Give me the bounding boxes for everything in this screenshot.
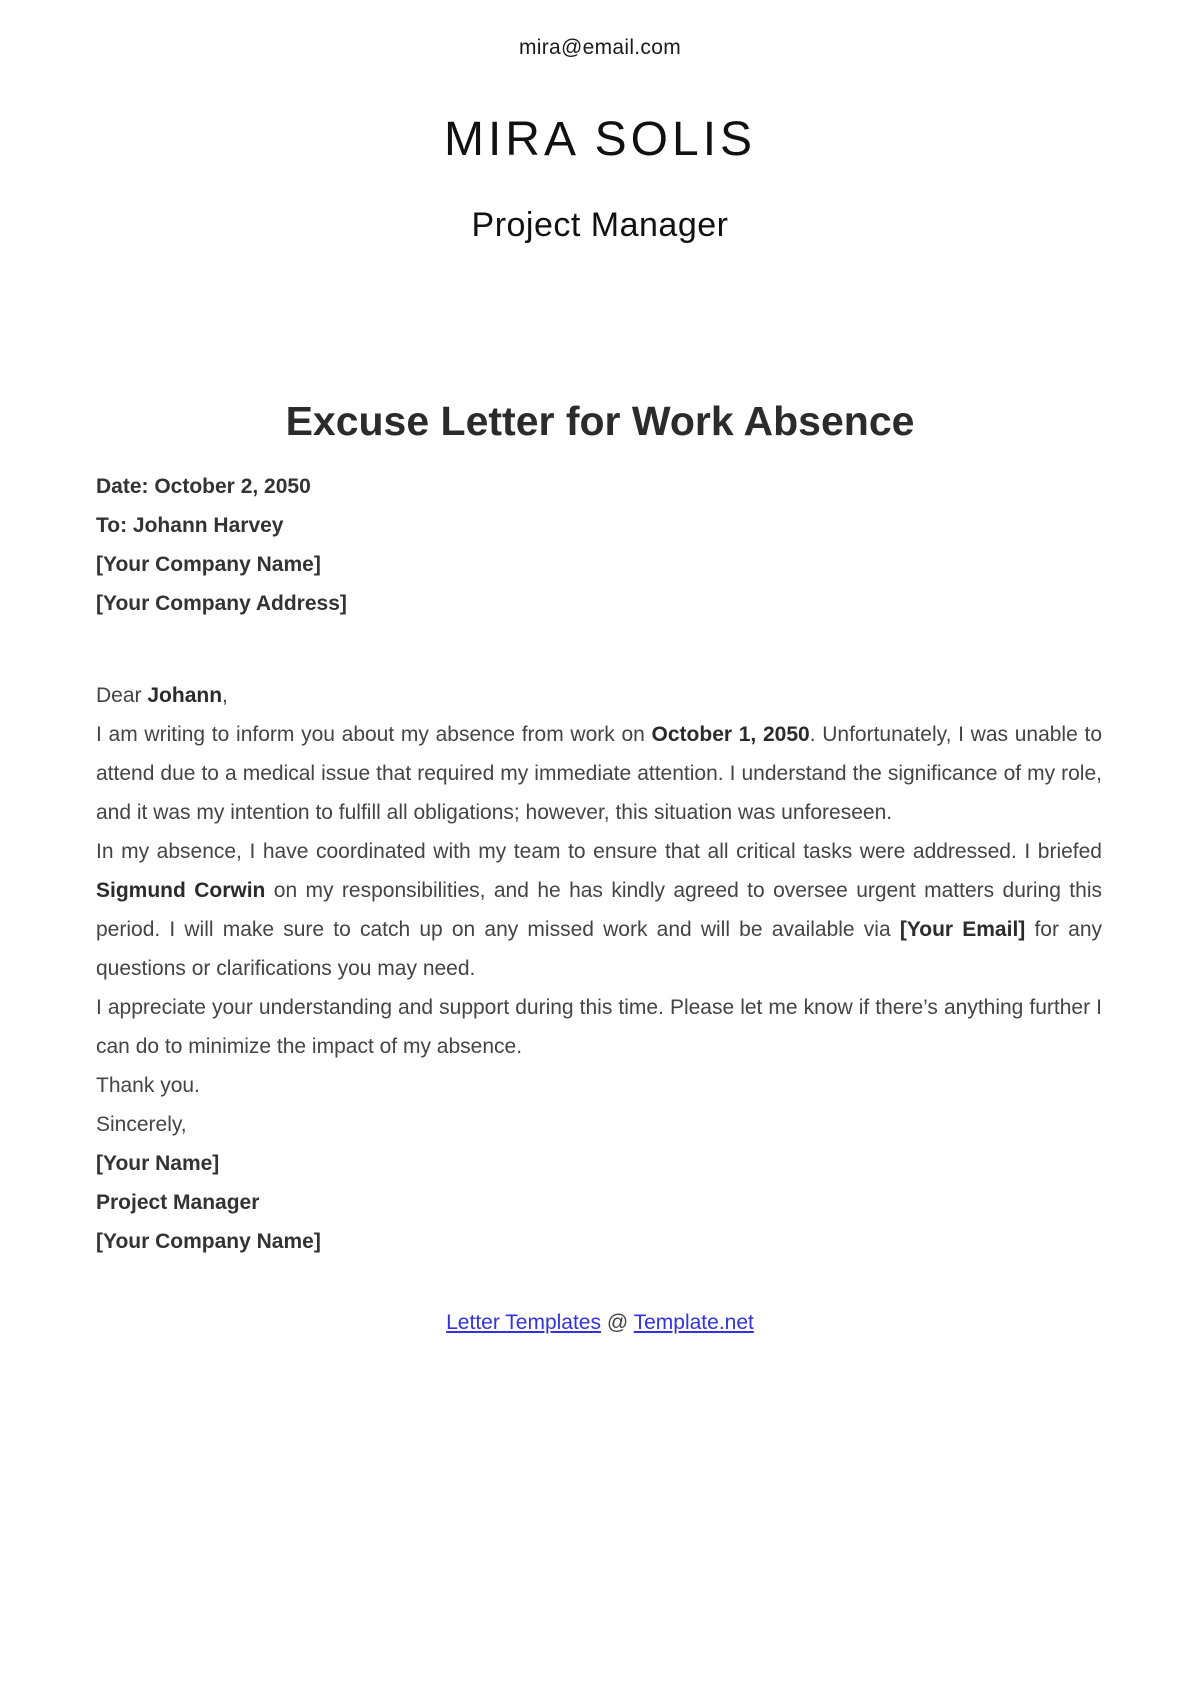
recipient-name: To: Johann Harvey	[96, 514, 284, 537]
colleague-name: Sigmund Corwin	[96, 879, 266, 902]
signature-block	[96, 1144, 1102, 1261]
recipient-block	[96, 467, 1102, 623]
letter-templates-link[interactable]: Letter Templates	[446, 1311, 601, 1334]
letter-date: Date: October 2, 2050	[96, 475, 311, 498]
header-role: Project Manager	[471, 206, 729, 244]
letter-body	[96, 676, 1102, 1261]
paragraph-appreciation: I appreciate your understanding and support during this time. Please let me know if there’s anything further I can do to minimize the impact of my absence.	[96, 996, 1102, 1058]
footer-credit	[0, 1303, 1200, 1342]
template-net-link[interactable]: Template.net	[633, 1311, 754, 1334]
signature-company: [Your Company Name]	[96, 1230, 321, 1253]
header-email: mira@email.com	[518, 36, 682, 59]
paragraph-coordination-text-3: for any questions or clarifications you may need.	[96, 918, 1102, 980]
salutation-prefix: Dear	[96, 684, 148, 707]
letter-title: Excuse Letter for Work Absence	[285, 398, 915, 444]
paragraph-coordination-text-1: In my absence, I have coordinated with my team to ensure that all critical tasks were addressed. I briefed	[96, 840, 1102, 863]
footer-separator: @	[601, 1311, 634, 1334]
recipient-address: [Your Company Address]	[96, 592, 347, 615]
paragraph-coordination	[96, 832, 1102, 988]
salutation	[96, 676, 1102, 715]
signature-title: Project Manager	[96, 1191, 260, 1214]
salutation-name: Johann	[147, 684, 223, 707]
recipient-company: [Your Company Name]	[96, 553, 321, 576]
email-placeholder: [Your Email]	[899, 918, 1026, 941]
paragraph-absence	[96, 715, 1102, 832]
header-name: MIRA SOLIS	[443, 113, 757, 166]
absence-date: October 1, 2050	[651, 723, 810, 746]
signature-name: [Your Name]	[96, 1152, 220, 1175]
salutation-suffix: ,	[222, 684, 228, 707]
paragraph-absence-text-2: . Unfortunately, I was unable to attend due to a medical issue that required my immediate attention. I understand the significance of my role, and it was my intention to fulfill all obligations; however, this situation was unforeseen.	[96, 723, 1103, 824]
thanks-line: Thank you.	[96, 1074, 200, 1097]
paragraph-absence-text-1: I am writing to inform you about my absence from work on	[96, 723, 652, 746]
paragraph-coordination-text-2: on my responsibilities, and he has kindly agreed to oversee urgent matters during this period. I will make sure to catch up on any missed work and will be available via	[96, 879, 1102, 941]
closing-line: Sincerely,	[96, 1113, 187, 1136]
